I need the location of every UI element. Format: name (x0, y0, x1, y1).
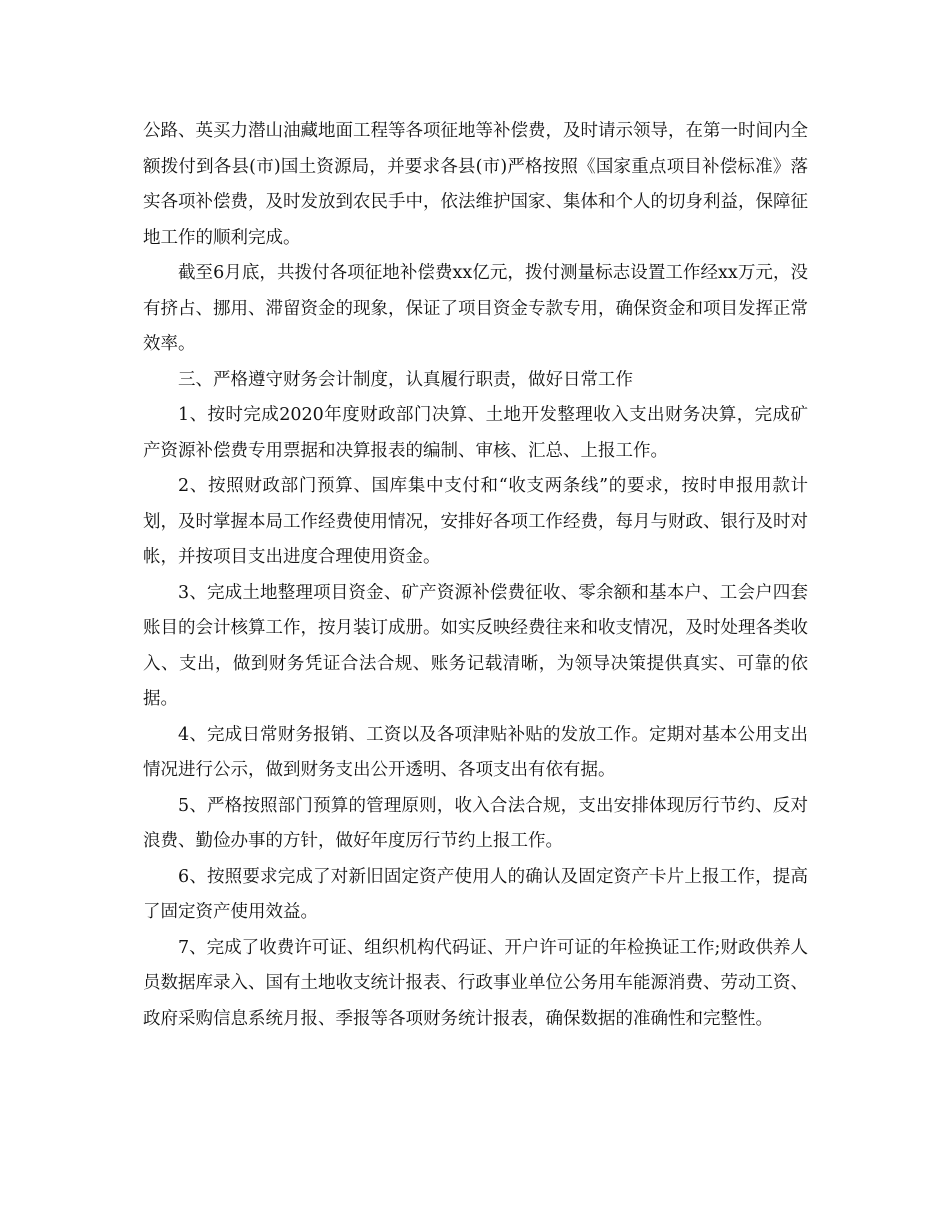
list-item-5: 5、严格按照部门预算的管理原则，收入合法合规，支出安排体现厉行节约、反对浪费、勤俭办事的方针，做好年度厉行节约上报工作。 (143, 795, 808, 851)
paragraph-funding-summary: 截至6月底，共拨付各项征地补偿费xx亿元，拨付测量标志设置工作经xx万元，没有挤占、挪用、滞留资金的现象，保证了项目资金专款专用，确保资金和项目发挥正常效率。 (143, 263, 808, 354)
list-item-7: 7、完成了收费许可证、组织机构代码证、开户许可证的年检换证工作;财政供养人员数据库录入、国有土地收支统计报表、行政事业单位公务用车能源消费、劳动工资、政府采购信息系统月报、季报等各项财务统计报表，确保数据的准确性和完整性。 (143, 937, 808, 1029)
list-item-2: 2、按照财政部门预算、国库集中支付和“收支两条线”的要求，按时申报用款计划，及时掌握本局工作经费使用情况，安排好各项工作经费，每月与财政、银行及时对帐，并按项目支出进度合理使用资金。 (143, 476, 808, 567)
paragraph-continuation: 公路、英买力潜山油藏地面工程等各项征地等补偿费，及时请示领导，在第一时间内全额拨付到各县(市)国土资源局，并要求各县(市)严格按照《国家重点项目补偿标准》落实各项补偿费，及时发放到农民手中，依法维护国家、集体和个人的切身利益，保障征地工作的顺利完成。 (143, 121, 808, 248)
list-item-3: 3、完成土地整理项目资金、矿产资源补偿费征收、零余额和基本户、工会户四套账目的会计核算工作，按月装订成册。如实反映经费往来和收支情况，及时处理各类收入、支出，做到财务凭证合法合规、账务记载清晰，为领导决策提供真实、可靠的依据。 (143, 582, 808, 709)
list-item-6: 6、按照要求完成了对新旧固定资产使用人的确认及固定资产卡片上报工作，提高了固定资产使用效益。 (143, 866, 808, 922)
section-heading-three: 三、严格遵守财务会计制度，认真履行职责，做好日常工作 (178, 369, 633, 390)
list-item-4: 4、完成日常财务报销、工资以及各项津贴补贴的发放工作。定期对基本公用支出情况进行公示，做到财务支出公开透明、各项支出有依有据。 (143, 724, 808, 780)
list-item-1: 1、按时完成2020年度财政部门决算、土地开发整理收入支出财务决算，完成矿产资源补偿费专用票据和决算报表的编制、审核、汇总、上报工作。 (143, 405, 808, 461)
document-body (143, 114, 808, 1037)
